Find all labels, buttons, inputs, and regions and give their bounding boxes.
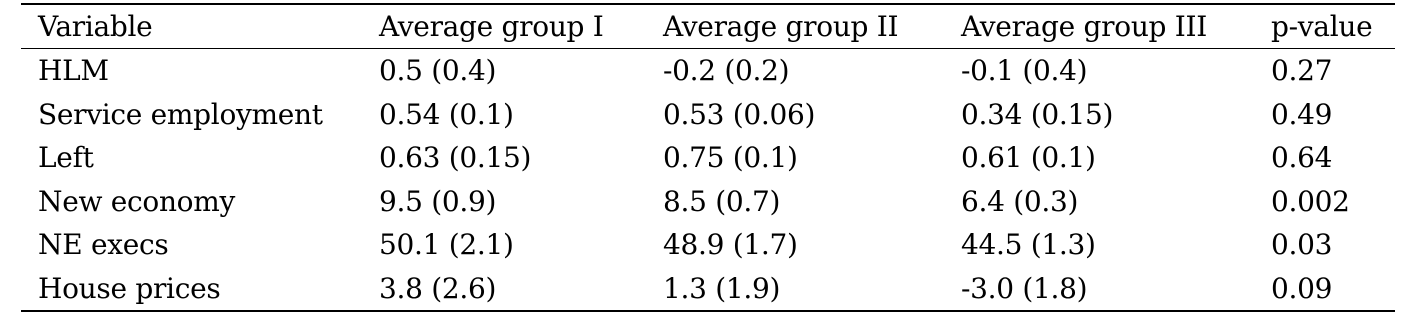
table-row bbox=[21, 223, 1395, 267]
header-variable: Variable bbox=[38, 10, 153, 43]
cell-group-1: 0.5 (0.4) bbox=[379, 54, 497, 88]
cell-group-2: 8.5 (0.7) bbox=[663, 184, 781, 218]
cell-group-1: 3.8 (2.6) bbox=[379, 271, 497, 305]
cell-group-3: -3.0 (1.8) bbox=[961, 271, 1088, 305]
table-row bbox=[21, 180, 1395, 224]
cell-group-3: 44.5 (1.3) bbox=[961, 228, 1096, 262]
header-average-group-2: Average group II bbox=[663, 10, 899, 43]
cell-p-value: 0.03 bbox=[1271, 228, 1333, 262]
cell-p-value: 0.64 bbox=[1271, 141, 1333, 175]
cell-group-2: -0.2 (0.2) bbox=[663, 54, 790, 88]
cell-group-3: 0.34 (0.15) bbox=[961, 97, 1114, 131]
cell-variable: NE execs bbox=[38, 228, 169, 262]
header-average-group-3: Average group III bbox=[961, 10, 1208, 43]
results-table-container bbox=[21, 3, 1395, 312]
cell-p-value: 0.27 bbox=[1271, 54, 1333, 88]
table-row bbox=[21, 136, 1395, 180]
cell-variable: HLM bbox=[38, 54, 109, 88]
table-row bbox=[21, 267, 1395, 312]
header-p-value: p-value bbox=[1271, 10, 1373, 43]
cell-group-3: 6.4 (0.3) bbox=[961, 184, 1079, 218]
cell-group-1: 0.63 (0.15) bbox=[379, 141, 532, 175]
cell-variable: Service employment bbox=[38, 97, 323, 131]
header-row bbox=[21, 4, 1395, 49]
cell-group-1: 0.54 (0.1) bbox=[379, 97, 514, 131]
cell-variable: New economy bbox=[38, 184, 236, 218]
cell-variable: House prices bbox=[38, 271, 221, 305]
cell-variable: Left bbox=[38, 141, 94, 175]
table-body bbox=[21, 49, 1395, 312]
cell-p-value: 0.09 bbox=[1271, 271, 1333, 305]
cell-group-1: 9.5 (0.9) bbox=[379, 184, 497, 218]
cell-group-2: 1.3 (1.9) bbox=[663, 271, 781, 305]
cell-p-value: 0.49 bbox=[1271, 97, 1333, 131]
cell-group-2: 48.9 (1.7) bbox=[663, 228, 798, 262]
header-average-group-1: Average group I bbox=[379, 10, 604, 43]
cell-group-2: 0.75 (0.1) bbox=[663, 141, 798, 175]
table-row bbox=[21, 93, 1395, 137]
table-row bbox=[21, 49, 1395, 93]
cell-group-2: 0.53 (0.06) bbox=[663, 97, 816, 131]
cell-group-1: 50.1 (2.1) bbox=[379, 228, 514, 262]
results-table bbox=[21, 3, 1395, 312]
cell-p-value: 0.002 bbox=[1271, 184, 1350, 218]
table-header bbox=[21, 4, 1395, 49]
cell-group-3: -0.1 (0.4) bbox=[961, 54, 1088, 88]
cell-group-3: 0.61 (0.1) bbox=[961, 141, 1096, 175]
